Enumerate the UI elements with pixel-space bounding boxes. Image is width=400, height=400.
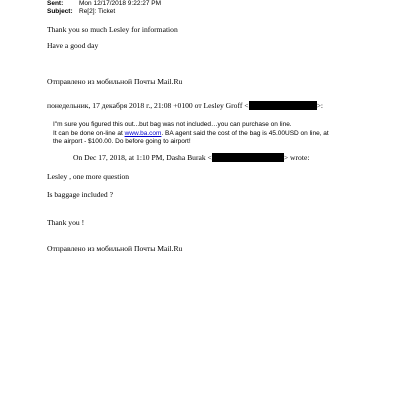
wrote-suffix: > wrote: xyxy=(283,153,310,162)
quote-line-2 xyxy=(53,130,329,139)
subject-row xyxy=(47,8,161,16)
redacted-email-block xyxy=(212,153,284,162)
body-line-question: Lesley , one more question xyxy=(47,172,130,181)
ba-website-link[interactable]: www.ba.com xyxy=(124,129,162,137)
reply-intro xyxy=(47,101,323,110)
body-line-thank-you: Thank you ! xyxy=(47,218,85,227)
subject-label: Subject: xyxy=(47,8,73,15)
signature-mailru-1: Отправлено из мобильной Почты Mail.Ru xyxy=(47,77,183,86)
sent-row xyxy=(47,0,161,8)
signature-mailru-2: Отправлено из мобильной Почты Mail.Ru xyxy=(47,244,183,253)
reply-intro-suffix: >: xyxy=(316,101,323,110)
body-line-baggage: Is baggage included ? xyxy=(47,190,113,199)
quote-line-2-suffix: . BA agent said the cost of the bag is 45.00USD on line, at xyxy=(161,129,329,137)
wrote-line xyxy=(73,153,309,162)
body-line-thanks: Thank you so much Lesley for information xyxy=(47,25,178,34)
email-header xyxy=(47,0,161,16)
subject-value: Re[2]: Ticket xyxy=(79,8,116,15)
quote-line-1: I"m sure you figured this out...but bag was not included…you can purchase on line. xyxy=(53,121,292,128)
sent-value: Mon 12/17/2018 9:22:27 PM xyxy=(79,0,162,7)
quote-line-2-prefix: It can be done on-line at xyxy=(53,129,125,137)
body-line-good-day: Have a good day xyxy=(47,41,99,50)
sent-label: Sent: xyxy=(47,0,64,7)
redacted-email-block xyxy=(249,101,317,110)
quoted-message xyxy=(53,121,329,147)
reply-intro-prefix: понедельник, 17 декабря 2018 г., 21:08 +0100 от Lesley Groff < xyxy=(47,101,249,110)
quote-line-3: the airport - $100.00. Do before going to airport! xyxy=(53,138,191,145)
wrote-prefix: On Dec 17, 2018, at 1:10 PM, Dasha Burak < xyxy=(73,153,212,162)
